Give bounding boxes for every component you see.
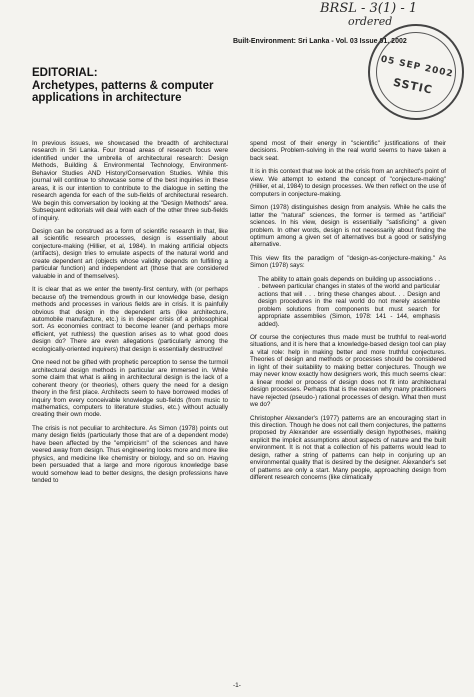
editorial-headline: Archetypes, patterns & computer applications in architecture	[32, 79, 214, 104]
paragraph: spend most of their energy in "scientific" justifications of their decisions. Problem-solving in the real world seems to have taken a back seat.	[250, 140, 446, 162]
paragraph: In previous issues, we showcased the breadth of architectural research in Sri Lanka. Four broad areas of research focus were identified under the umbrella of architectural research: Design Methods, Building & Environmental Technology, Environment-Behavior Studies AND History/Conservation Studies. While this journal will continue to showcase some of the best inquiries in these areas, it is our intention to contribute to the dialogue in setting the research agenda for each of the sub-fields of architectural research. We begin this conversation by looking at the "Design Methods" area. Subsequent editorials will deal with each of the other three sub-fields of inquiry.	[32, 140, 228, 222]
block-quote: The ability to attain goals depends on building up associations . . . between particular changes in states of the world and particular actions that will . . . bring these changes about. . . Design and design procedures in the real world do not merely assemble problem solutions from components but must search for appropriate assemblies (Simon, 1978: 141 - 144, emphasis added).	[258, 275, 440, 328]
paragraph: Of course the conjectures thus made must be truthful to real-world situations, and it is here that a knowledge-based design tool can play a vital role: help in making better and more truthful conjectures. Theories of design and methods or processes should be considered in light of their suitability to making better conjectures. Though we may never know exactly how designers work, this much seems clear: a linear model or process of design does not fit into architectural design processes. Perhaps that is the reason why many practitioners have rejected (pseudo-) rational processes of design. What then must we do?	[250, 333, 446, 409]
stamp-name: SSTIC	[392, 75, 434, 97]
paragraph: This view fits the paradigm of "design-as-conjecture-making." As Simon (1978) says:	[250, 254, 446, 270]
paragraph: Design can be construed as a form of scientific research in that, like all scientific research processes, design is essentially about conjecture-making (Hillier, et al, 1984). In making artificial objects (artifacts), design tries to emulate aspects of the natural world and create dependent art (objects whose validity depends on fulfilling a particular function) and independent art (those that are considered valuable in and of themselves).	[32, 227, 228, 280]
library-stamp	[359, 15, 473, 129]
left-column	[32, 140, 228, 490]
stamp-date: 05 SEP 2002	[379, 54, 455, 80]
paragraph: Christopher Alexander's (1977) patterns are an encouraging start in this direction. Though he does not call them conjectures, the patterns proposed by Alexander are essentially design hypotheses, making explicit the implicit assumptions about aspects of nature and the built environment. It is not that a collection of his patterns would lead to design, rather a string of patterns can help in conjuring up an environmental quality that is desired by the designer. Alexander's set of patterns are only a start. Many people, approaching design from different research concerns (like climatically	[250, 414, 446, 482]
handwritten-ordered-note: ordered	[348, 15, 393, 28]
editorial-label: EDITORIAL:	[32, 67, 98, 79]
journal-header: Built-Environment: Sri Lanka - Vol. 03 Issue 01, 2002	[233, 38, 407, 45]
page-number: -1-	[233, 682, 241, 689]
paragraph: It is clear that as we enter the twenty-first century, with (or perhaps because of) the tremendous growth in our knowledge base, design methods and processes in various fields are in crisis. It is painfully obvious that design in the dependent arts (like architecture, automobile manufacture, etc.) is in deeper crisis of a philosophical sort. As economies contract to become leaner (and perhaps more efficient, yet ruthless) the question arises as to what good does design do? There are even allegations (particularly among the ecologically-oriented inquirers) that design is essentially destructive!	[32, 286, 228, 353]
editorial-title	[32, 67, 232, 105]
handwritten-annotation	[320, 2, 417, 28]
handwritten-reference: BRSL - 3(1) - 1	[320, 1, 418, 16]
paragraph: Simon (1978) distinguishes design from analysis. While he calls the latter the "natural" sciences, the former is termed as "artificial" sciences. In his view, design is essentially "satisficing" a given problem. In other words, design is not necessarily about finding the optimum among a given set of alternatives but a good or satisfying alternative.	[250, 204, 446, 249]
paragraph: The crisis is not peculiar to architecture. As Simon (1978) points out many design fields (particularly those that are of a dependent mode) have been affected by the "empiricism" of the sciences and have veered away from design. Thus engineering looks more and more like physics, and medicine like chemistry or biology, and so on. Having been persuaded that a large and more rigorous knowledge base would somehow lead to better designs, the design professions have tended to	[32, 424, 228, 485]
right-column	[250, 140, 446, 488]
paragraph: One need not be gifted with prophetic perception to sense the turmoil architectural design methods in particular are immersed in. While some claim that what is ailing in architectural design is the lack of a coherent theory (or theories), others query the need for a design theory in the first place. Architects seem to have borrowed modes of inquiry from every conceivable knowledge sub-fields (from music to mathematics, computers to literature studies, etc.) without actually creating their own mode.	[32, 359, 228, 419]
paragraph: It is in this context that we look at the crisis from an architect's point of view. We attempt to extend the concept of "conjecture-making" (Hillier, et al, 1984) to design processes. We then reflect on the use of computers in conjecture-making.	[250, 168, 446, 198]
